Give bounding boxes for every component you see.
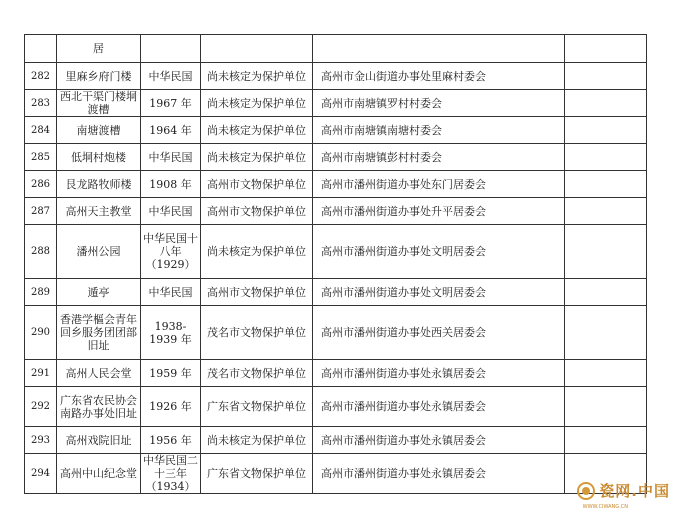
cell-no: 290 xyxy=(25,306,57,360)
cell-no: 286 xyxy=(25,171,57,198)
cell-name: 高州中山纪念堂 xyxy=(57,454,141,494)
cell-name: 遁亭 xyxy=(57,279,141,306)
cell-unit: 高州市潘州街道办事处永镇居委会 xyxy=(313,454,565,494)
cell-name: 香港学樞会青年回乡服务团团部旧址 xyxy=(57,306,141,360)
cell-era: 1959 年 xyxy=(141,360,201,387)
cell-note xyxy=(565,117,647,144)
table-row xyxy=(25,63,647,90)
cell-era: 1967 年 xyxy=(141,90,201,117)
table-row xyxy=(25,306,647,360)
cell-note xyxy=(565,144,647,171)
cell-level: 高州市文物保护单位 xyxy=(201,279,313,306)
cell-unit: 高州市南塘镇彭村村委会 xyxy=(313,144,565,171)
cell-no: 282 xyxy=(25,63,57,90)
cell-name: 里麻乡府门楼 xyxy=(57,63,141,90)
cell-level: 高州市文物保护单位 xyxy=(201,171,313,198)
cell-unit: 高州市潘州街道办事处西关居委会 xyxy=(313,306,565,360)
cell-note xyxy=(565,63,647,90)
cell-level: 高州市文物保护单位 xyxy=(201,198,313,225)
site-watermark xyxy=(577,480,670,510)
cell-name: 居 xyxy=(57,35,141,63)
table-body xyxy=(25,35,647,494)
cell-name: 高州天主教堂 xyxy=(57,198,141,225)
cell-note xyxy=(565,427,647,454)
cell-unit: 高州市南塘镇罗村村委会 xyxy=(313,90,565,117)
watermark-logo-icon xyxy=(577,482,595,500)
table-row xyxy=(25,225,647,279)
cell-era: 中华民国 xyxy=(141,63,201,90)
cell-name: 广东省农民协会南路办事处旧址 xyxy=(57,387,141,427)
cell-note xyxy=(565,225,647,279)
cell-note xyxy=(565,387,647,427)
cell-no: 291 xyxy=(25,360,57,387)
cell-era: 1938-1939 年 xyxy=(141,306,201,360)
table-row xyxy=(25,171,647,198)
table-row xyxy=(25,90,647,117)
cell-no: 289 xyxy=(25,279,57,306)
cell-unit: 高州市潘州街道办事处东门居委会 xyxy=(313,171,565,198)
cell-level: 尚未核定为保护单位 xyxy=(201,63,313,90)
cell-name: 南塘渡槽 xyxy=(57,117,141,144)
cell-level: 尚未核定为保护单位 xyxy=(201,225,313,279)
cell-unit: 高州市潘州街道办事处永镇居委会 xyxy=(313,427,565,454)
cell-unit: 高州市潘州街道办事处永镇居委会 xyxy=(313,360,565,387)
cell-note xyxy=(565,35,647,63)
cell-unit: 高州市南塘镇南塘村委会 xyxy=(313,117,565,144)
cell-no: 285 xyxy=(25,144,57,171)
cell-unit: 高州市潘州街道办事处升平居委会 xyxy=(313,198,565,225)
cell-no: 287 xyxy=(25,198,57,225)
cell-level xyxy=(201,35,313,63)
table-row xyxy=(25,387,647,427)
cell-note xyxy=(565,171,647,198)
cell-no: 293 xyxy=(25,427,57,454)
cell-note xyxy=(565,279,647,306)
cell-level: 尚未核定为保护单位 xyxy=(201,117,313,144)
cell-note xyxy=(565,306,647,360)
cell-name: 潘州公园 xyxy=(57,225,141,279)
cell-no: 283 xyxy=(25,90,57,117)
table-row xyxy=(25,427,647,454)
cell-name: 高州人民会堂 xyxy=(57,360,141,387)
watermark-subtext: WWW.CIWANG.CN xyxy=(582,504,628,510)
cell-era: 1926 年 xyxy=(141,387,201,427)
cell-era: 中华民国二十三年（1934） xyxy=(141,454,201,494)
table-row xyxy=(25,279,647,306)
cell-level: 尚未核定为保护单位 xyxy=(201,427,313,454)
cell-no xyxy=(25,35,57,63)
cell-level: 茂名市文物保护单位 xyxy=(201,360,313,387)
cell-name: 高州戏院旧址 xyxy=(57,427,141,454)
cell-level: 广东省文物保护单位 xyxy=(201,387,313,427)
heritage-registry-table xyxy=(24,34,647,494)
cell-era: 中华民国 xyxy=(141,144,201,171)
cell-era: 中华民国 xyxy=(141,198,201,225)
cell-unit: 高州市潘州街道办事处永镇居委会 xyxy=(313,387,565,427)
cell-note xyxy=(565,198,647,225)
cell-no: 284 xyxy=(25,117,57,144)
cell-no: 292 xyxy=(25,387,57,427)
cell-name: 西北干渠门楼垌渡槽 xyxy=(57,90,141,117)
cell-era xyxy=(141,35,201,63)
cell-era: 1956 年 xyxy=(141,427,201,454)
cell-era: 1908 年 xyxy=(141,171,201,198)
cell-note xyxy=(565,90,647,117)
cell-name: 低垌村炮楼 xyxy=(57,144,141,171)
cell-era: 1964 年 xyxy=(141,117,201,144)
cell-unit: 高州市金山街道办事处里麻村委会 xyxy=(313,63,565,90)
table-row xyxy=(25,360,647,387)
cell-level: 尚未核定为保护单位 xyxy=(201,144,313,171)
cell-level: 广东省文物保护单位 xyxy=(201,454,313,494)
table-row xyxy=(25,198,647,225)
cell-unit: 高州市潘州街道办事处文明居委会 xyxy=(313,279,565,306)
cell-era: 中华民国十八年（1929） xyxy=(141,225,201,279)
cell-unit: 高州市潘州街道办事处文明居委会 xyxy=(313,225,565,279)
table-row xyxy=(25,117,647,144)
cell-level: 茂名市文物保护单位 xyxy=(201,306,313,360)
cell-era: 中华民国 xyxy=(141,279,201,306)
table-row-continued xyxy=(25,35,647,63)
cell-no: 288 xyxy=(25,225,57,279)
cell-name: 艮龙路牧师楼 xyxy=(57,171,141,198)
table-row xyxy=(25,144,647,171)
cell-note xyxy=(565,360,647,387)
cell-level: 尚未核定为保护单位 xyxy=(201,90,313,117)
table-row xyxy=(25,454,647,494)
cell-unit xyxy=(313,35,565,63)
watermark-text: 瓷网.中国 xyxy=(599,482,670,500)
cell-no: 294 xyxy=(25,454,57,494)
